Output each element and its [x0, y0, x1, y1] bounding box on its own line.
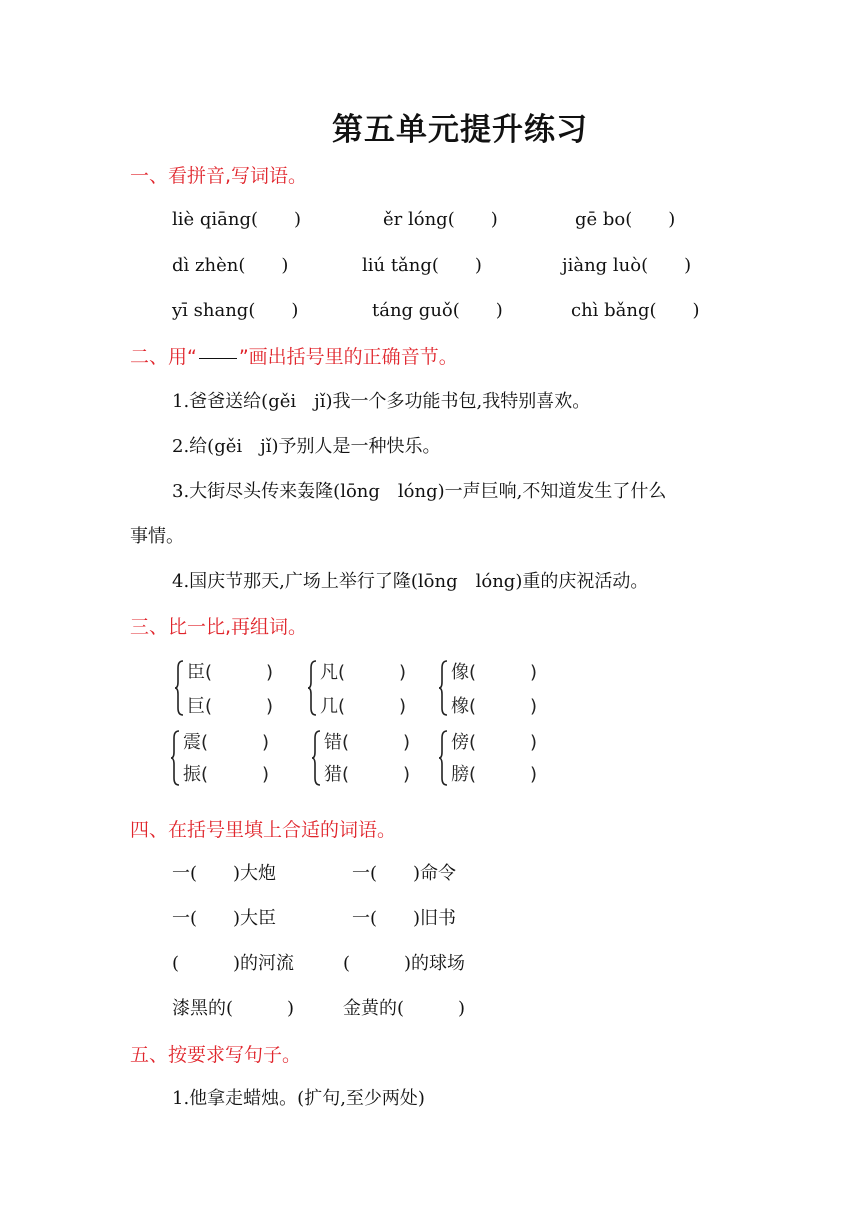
brace-icon	[438, 730, 448, 786]
compare-bottom: 几( )	[320, 696, 407, 717]
section-2-heading	[130, 342, 458, 369]
section-2-heading-post: ”画出括号里的正确音节。	[238, 346, 458, 368]
compare-bottom: 振( )	[183, 764, 270, 785]
section-4-heading: 四、在括号里填上合适的词语。	[130, 819, 397, 841]
fill-item: 一( )大臣	[172, 908, 277, 929]
compare-top: 臣( )	[187, 662, 274, 683]
question-line: 1.他拿走蜡烛。(扩句,至少两处)	[172, 1088, 425, 1109]
pinyin-item: jiàng luò( )	[562, 255, 692, 276]
compare-bottom: 膀( )	[451, 764, 538, 785]
pinyin-item: liè qiāng( )	[172, 209, 302, 230]
compare-top: 凡( )	[320, 662, 407, 683]
compare-bottom: 猎( )	[324, 764, 411, 785]
fill-item: ( )的球场	[343, 953, 466, 974]
compare-top: 错( )	[324, 732, 411, 753]
pinyin-item: dì zhèn( )	[172, 255, 289, 276]
question-line: 4.国庆节那天,广场上举行了隆(lōng lóng)重的庆祝活动。	[172, 571, 649, 592]
fill-item: 漆黑的( )	[172, 998, 295, 1019]
pinyin-item: táng guǒ( )	[372, 300, 503, 321]
compare-top: 像( )	[451, 662, 538, 683]
compare-top: 傍( )	[451, 732, 538, 753]
brace-icon	[311, 730, 321, 786]
pinyin-item: gē bo( )	[575, 209, 676, 230]
question-line-continued: 事情。	[130, 526, 184, 547]
fill-item: 金黄的( )	[343, 998, 466, 1019]
pinyin-item: liú tǎng( )	[362, 255, 482, 276]
brace-icon	[438, 660, 448, 716]
pinyin-item: chì bǎng( )	[571, 300, 700, 321]
brace-icon	[170, 730, 180, 786]
section-2-heading-pre: 二、用“	[130, 346, 197, 368]
pinyin-item: ěr lóng( )	[383, 209, 498, 230]
pinyin-item: yī shang( )	[172, 300, 299, 321]
section-3-heading: 三、比一比,再组词。	[130, 616, 308, 638]
question-line: 1.爸爸送给(gěi jǐ)我一个多功能书包,我特别喜欢。	[172, 391, 591, 412]
fill-item: 一( )大炮	[172, 863, 277, 884]
brace-icon	[307, 660, 317, 716]
question-line: 3.大街尽头传来轰隆(lōng lóng)一声巨响,不知道发生了什么	[172, 481, 667, 502]
compare-top: 震( )	[183, 732, 270, 753]
compare-bottom: 巨( )	[187, 696, 274, 717]
question-line: 2.给(gěi jǐ)予别人是一种快乐。	[172, 436, 441, 457]
fill-item: 一( )命令	[352, 863, 457, 884]
underline-mark	[199, 357, 237, 359]
page-title: 第五单元提升练习	[332, 112, 588, 148]
section-1-heading: 一、看拼音,写词语。	[130, 165, 308, 187]
compare-bottom: 橡( )	[451, 696, 538, 717]
fill-item: ( )的河流	[172, 953, 295, 974]
brace-icon	[174, 660, 184, 716]
fill-item: 一( )旧书	[352, 908, 457, 929]
section-5-heading: 五、按要求写句子。	[130, 1044, 302, 1066]
